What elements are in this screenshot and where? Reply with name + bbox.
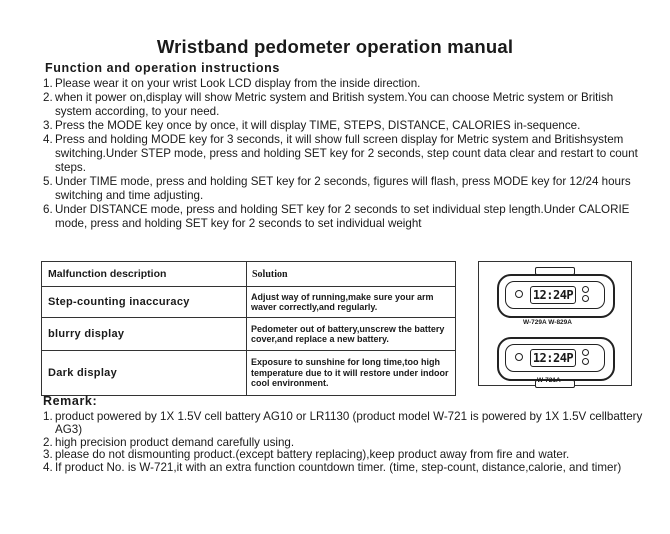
instruction-item [43, 175, 643, 203]
button-icon [582, 358, 589, 365]
instruction-item [43, 203, 643, 231]
remark-text: high precision product demand carefully using. [55, 435, 295, 449]
lcd-display: 12:24P [530, 349, 576, 367]
strap-icon [535, 267, 575, 275]
malfunction-cell: blurry display [42, 318, 247, 351]
instruction-item [43, 91, 643, 119]
button-icon [582, 349, 589, 356]
table-row [42, 318, 456, 351]
instruction-text: Please wear it on your wrist Look LCD display from the inside direction. [55, 77, 421, 90]
instruction-text: Under TIME mode, press and holding SET key for 2 seconds, figures will flash, press MODE key for 12/24 hours switching and time adjusting. [55, 175, 631, 203]
button-icon [582, 286, 589, 293]
mode-button-icon [515, 353, 523, 361]
instruction-number: 3. [43, 119, 53, 133]
lcd-display: 12:24P [530, 286, 576, 304]
instruction-number: 1. [43, 77, 53, 90]
instruction-number: 6. [43, 203, 53, 217]
remark-item [43, 411, 643, 437]
instruction-text: Press the MODE key once by once, it will display TIME, STEPS, DISTANCE, CALORIES in-sequence. [55, 119, 581, 133]
remark-text: product powered by 1X 1.5V cell battery AG10 or LR1130 (product model W-721 is powered by 1X 1.5V cellbattery AG3) [55, 410, 643, 436]
device-illustration-panel [478, 261, 632, 386]
remark-number: 1. [43, 410, 53, 423]
remark-heading: Remark: [43, 394, 98, 408]
remarks-list [43, 411, 643, 475]
table-row [42, 351, 456, 396]
remark-number: 3. [43, 448, 53, 462]
pedometer-device-illustration [497, 337, 615, 381]
solution-cell: Exposure to sunshine for long time,too high temperature due to it will restore under indoor cool environment. [247, 351, 456, 396]
table-header-row [42, 262, 456, 287]
remark-text: please do not dismounting product.(except battery replacing),keep product away from fire and water. [55, 448, 570, 462]
remark-item [43, 462, 643, 475]
instructions-list [43, 77, 643, 232]
function-heading: Function and operation instructions [45, 61, 280, 75]
solution-header: Solution [247, 262, 456, 287]
instruction-text: when it power on,display will show Metric system and British system.You can choose Metric system or British system according, to your need. [55, 91, 614, 119]
device-model-label: W-729A W-829A [523, 319, 572, 326]
instruction-text: Under DISTANCE mode, press and holding SET key for 2 seconds to set individual step length.Under CALORIE mode, press and holding SET key for 2 seconds to set individual weight [55, 203, 630, 231]
button-icon [582, 295, 589, 302]
table-row [42, 287, 456, 318]
solution-cell: Adjust way of running,make sure your arm waver correctly,and regularly. [247, 287, 456, 318]
instruction-item [43, 119, 643, 133]
malfunction-cell: Dark display [42, 351, 247, 396]
remark-number: 2. [43, 435, 53, 449]
mode-button-icon [515, 290, 523, 298]
solution-cell: Pedometer out of battery,unscrew the battery cover,and replace a new battery. [247, 318, 456, 351]
malfunction-table [41, 261, 456, 396]
instruction-number: 5. [43, 175, 53, 189]
remark-number: 4. [43, 461, 53, 475]
instruction-number: 4. [43, 133, 53, 147]
instruction-item [43, 77, 643, 91]
malfunction-cell: Step-counting inaccuracy [42, 287, 247, 318]
instruction-item [43, 133, 643, 175]
instruction-text: Press and holding MODE key for 3 seconds, it will show full screen display for Metric system and Britishsystem switching.Under STEP mode, press and holding SET key for 2 seconds, step count data clear and restart to count steps. [55, 133, 638, 175]
pedometer-device-illustration [497, 274, 615, 318]
instruction-number: 2. [43, 91, 53, 105]
malfunction-header: Malfunction description [42, 262, 247, 287]
device-model-label: W-721A [537, 377, 561, 384]
device-body [505, 281, 605, 309]
device-body [505, 344, 605, 372]
remark-text: If product No. is W-721,it with an extra function countdown timer. (time, step-count, distance,calorie, and timer) [55, 461, 622, 475]
page-title: Wristband pedometer operation manual [156, 36, 514, 57]
